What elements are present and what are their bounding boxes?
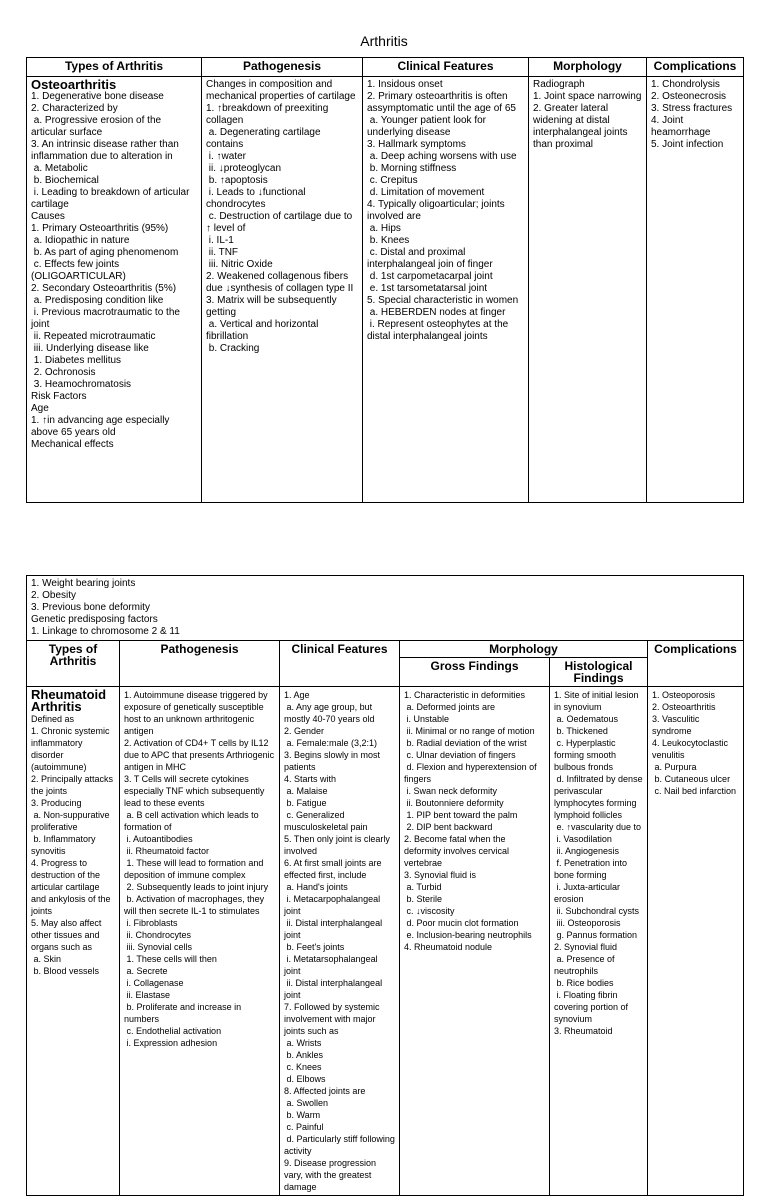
clinical-cell: 1. Age a. Any age group, but mostly 40-70 years old 2. Gender a. Female:male (3,2:1) 3. Begins slowly in most patients 4. Starts with a. Malaise b. Fatigue c. Generalized musculoskeletal pain 5. Then only joint is clearly involved 6. At first small joints are effected first, include a. Hand's joints i. Metacarpophalangeal joint ii. Distal interphalangeal joint b. Feet's joints i. Metatarsophalangeal joint ii. Distal interphalangeal joint 7. Followed by systemic involvement with major joints such as a. Wrists b. Ankles c. Knees d. Elbows 8. Affected joints are a. Swollen b. Warm c. Painful d. Particularly stiff following activity 9. Disease progression vary, with the greatest damage	[280, 687, 400, 1196]
type-name: Rheumatoid Arthritis	[31, 687, 107, 714]
complications-cell: 1. Osteoporosis 2. Osteoarthritis 3. Vasculitic syndrome 4. Leukocytoclastic venulitis a. Purpura b. Cutaneous ulcer c. Nail bed infarction	[648, 687, 744, 1196]
types-cell	[27, 77, 202, 503]
histo-cell: 1. Site of initial lesion in synovium a. Oedematous b. Thickened c. Hyperplastic forming smooth bulbous fronds d. Infiltrated by dense perivascular lymphocytes forming lymphoid follicles e. ↑vascularity due to i. Vasodilation ii. Angiogenesis f. Penetration into bone forming i. Juxta-articular erosion ii. Subchondral cysts iii. Osteoporosis g. Pannus formation 2. Synovial fluid a. Presence of neutrophils b. Rice bodies i. Floating fibrin covering portion of synovium 3. Rheumatoid	[550, 687, 648, 1196]
header-pathogenesis: Pathogenesis	[202, 58, 363, 77]
osteoarthritis-table	[26, 57, 744, 503]
morphology-cell: Radiograph 1. Joint space narrowing 2. Greater lateral widening at distal interphalangeal joints than proximal	[529, 77, 647, 503]
table-row	[27, 687, 744, 1196]
header-complications: Complications	[648, 641, 744, 687]
header-histo: Histological Findings	[550, 658, 648, 687]
types-cell	[27, 687, 120, 1196]
header-clinical: Clinical Features	[280, 641, 400, 687]
rheumatoid-table	[26, 575, 744, 1196]
header-types: Types of Arthritis	[27, 641, 120, 687]
pathogenesis-cell: 1. Autoimmune disease triggered by exposure of genetically susceptible host to an unknown arthritogenic antigen 2. Activation of CD4+ T cells by IL12 due to APC that presents Arthriogenic antigen in MHC 3. T Cells will secrete cytokines especially TNF which subsequently lead to these events a. B cell activation which leads to formation of i. Autoantibodies ii. Rheumatoid factor 1. These will lead to formation and deposition of immune complex 2. Subsequently leads to joint injury b. Activation of macrophages, they will then secrete IL-1 to stimulates i. Fibroblasts ii. Chondrocytes iii. Synovial cells 1. These cells will then a. Secrete i. Collagenase ii. Elastase b. Proliferate and increase in numbers c. Endothelial activation i. Expression adhesion	[120, 687, 280, 1196]
types-text: 1. Degenerative bone disease 2. Characterized by a. Progressive erosion of the articular surface 3. An intrinsic disease rather than inflammation due to alteration in a. Metabolic b. Biochemical i. Leading to breakdown of articular cartilage Causes 1. Primary Osteoarthritis (95%) a. Idiopathic in nature b. As part of aging phenomenom c. Effects few joints (OLIGOARTICULAR) 2. Secondary Osteoarthritis (5%) a. Predisposing condition like i. Previous macrotraumatic to the joint ii. Repeated microtraumatic iii. Underlying disease like 1. Diabetes mellitus 2. Ochronosis 3. Heamochromatosis Risk Factors Age 1. ↑in advancing age especially above 65 years old Mechanical effects	[31, 91, 190, 451]
pathogenesis-cell: Changes in composition and mechanical properties of cartilage 1. ↑breakdown of preexiting collagen a. Degenerating cartilage contains i. ↑water ii. ↓proteoglycan b. ↑apoptosis i. Leads to ↓functional chondrocytes c. Destruction of cartilage due to ↑ level of i. IL-1 ii. TNF iii. Nitric Oxide 2. Weakened collagenous fibers due ↓synthesis of collagen type II 3. Matrix will be subsequently getting a. Vertical and horizontal fibrillation b. Cracking	[202, 77, 363, 503]
continuation-cell: 1. Weight bearing joints 2. Obesity 3. Previous bone deformity Genetic predisposing factors 1. Linkage to chromosome 2 & 11	[27, 576, 744, 641]
header-morphology: Morphology	[400, 641, 648, 658]
table-header-row	[27, 58, 744, 77]
header-gross: Gross Findings	[400, 658, 550, 687]
header-complications: Complications	[647, 58, 744, 77]
header-pathogenesis: Pathogenesis	[120, 641, 280, 687]
clinical-cell: 1. Insidous onset 2. Primary osteoarthritis is often assymptomatic until the age of 65 a. Younger patient look for underlying disease 3. Hallmark symptoms a. Deep aching worsens with use b. Morning stiffness c. Crepitus d. Limitation of movement 4. Typically oligoarticular; joints involved are a. Hips b. Knees c. Distal and proximal interphalangeal join of finger d. 1st carpometacarpal joint e. 1st tarsometatarsal joint 5. Special characteristic in women a. HEBERDEN nodes at finger i. Represent osteophytes at the distal interphalangeal joints	[363, 77, 529, 503]
gross-cell: 1. Characteristic in deformities a. Deformed joints are i. Unstable ii. Minimal or no range of motion b. Radial deviation of the wrist c. Ulnar deviation of fingers d. Flexion and hyperextension of fingers i. Swan neck deformity ii. Boutonniere deformity 1. PIP bent toward the palm 2. DIP bent backward 2. Become fatal when the deformity involves cervical vertebrae 3. Synovial fluid is a. Turbid b. Sterile c. ↓viscosity d. Poor mucin clot formation e. Inclusion-bearing neutrophils 4. Rheumatoid nodule	[400, 687, 550, 1196]
continuation-row	[27, 576, 744, 641]
table-header-row	[27, 641, 744, 658]
header-types: Types of Arthritis	[27, 58, 202, 77]
types-text: Defined as 1. Chronic systemic inflammatory disorder (autoimmune) 2. Principally attacks the joints 3. Producing a. Non-suppurative proliferative b. Inflammatory synovitis 4. Progress to destruction of the articular cartilage and ankylosis of the joints 5. May also affect other tissues and organs such as a. Skin b. Blood vessels	[31, 714, 114, 976]
header-morphology: Morphology	[529, 58, 647, 77]
header-clinical: Clinical Features	[363, 58, 529, 77]
table-row	[27, 77, 744, 503]
complications-cell: 1. Chondrolysis 2. Osteonecrosis 3. Stress fractures 4. Joint heamorrhage 5. Joint infection	[647, 77, 744, 503]
page-title: Arthritis	[360, 33, 408, 49]
type-name: Osteoarthritis	[31, 77, 117, 93]
